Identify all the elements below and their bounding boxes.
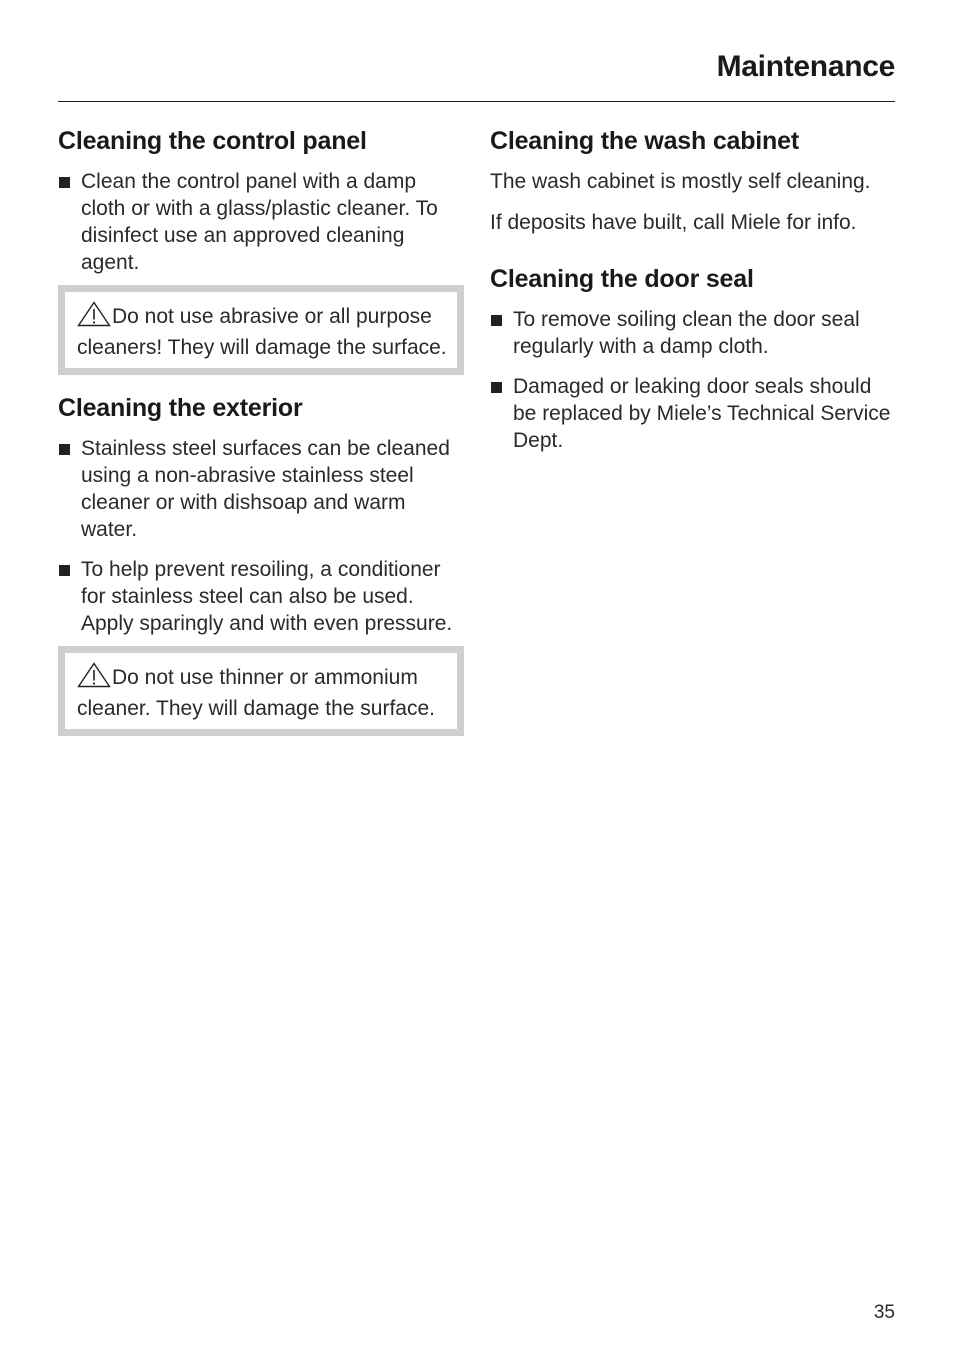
control-panel-bullet-list bbox=[58, 168, 464, 276]
section-heading-wash-cabinet: Cleaning the wash cabinet bbox=[490, 127, 799, 155]
list-item: Stainless steel surfaces can be cleaned using a non-abrasive stainless steel cleaner or with dishsoap and warm water. bbox=[58, 435, 464, 543]
list-item: To help prevent resoiling, a conditioner for stainless steel can also be used. Apply sparingly and with even pressure. bbox=[58, 556, 464, 637]
paragraph: The wash cabinet is mostly self cleaning. bbox=[490, 170, 871, 193]
list-item: Clean the control panel with a damp cloth or with a glass/plastic cleaner. To disinfect use an approved cleaning agent. bbox=[58, 168, 464, 276]
warning-triangle-icon bbox=[77, 662, 111, 695]
right-column bbox=[490, 122, 895, 454]
warning-box-control-panel bbox=[58, 285, 464, 375]
section-control-panel bbox=[58, 122, 464, 375]
page-title: Maintenance bbox=[716, 50, 895, 83]
page-header bbox=[58, 44, 895, 102]
section-door-seal bbox=[490, 260, 895, 454]
warning-text: Do not use thinner or ammonium cleaner. They will damage the surface. bbox=[77, 666, 435, 720]
exterior-bullet-list bbox=[58, 435, 464, 637]
door-seal-bullet-list bbox=[490, 306, 895, 454]
warning-box-exterior bbox=[58, 646, 464, 736]
list-item: To remove soiling clean the door seal regularly with a damp cloth. bbox=[490, 306, 895, 360]
warning-text: Do not use abrasive or all purpose cleaners! They will damage the surface. bbox=[77, 305, 447, 359]
page-number: 35 bbox=[873, 1302, 895, 1323]
paragraph: If deposits have built, call Miele for info. bbox=[490, 211, 857, 234]
section-heading-control-panel: Cleaning the control panel bbox=[58, 127, 367, 155]
warning-triangle-icon bbox=[77, 301, 111, 334]
section-heading-door-seal: Cleaning the door seal bbox=[490, 265, 754, 293]
section-wash-cabinet bbox=[490, 122, 895, 236]
left-column bbox=[58, 122, 464, 736]
list-item: Damaged or leaking door seals should be replaced by Miele’s Technical Service Dept. bbox=[490, 373, 895, 454]
section-exterior bbox=[58, 389, 464, 736]
section-heading-exterior: Cleaning the exterior bbox=[58, 394, 303, 422]
wash-cabinet-body bbox=[490, 168, 895, 236]
